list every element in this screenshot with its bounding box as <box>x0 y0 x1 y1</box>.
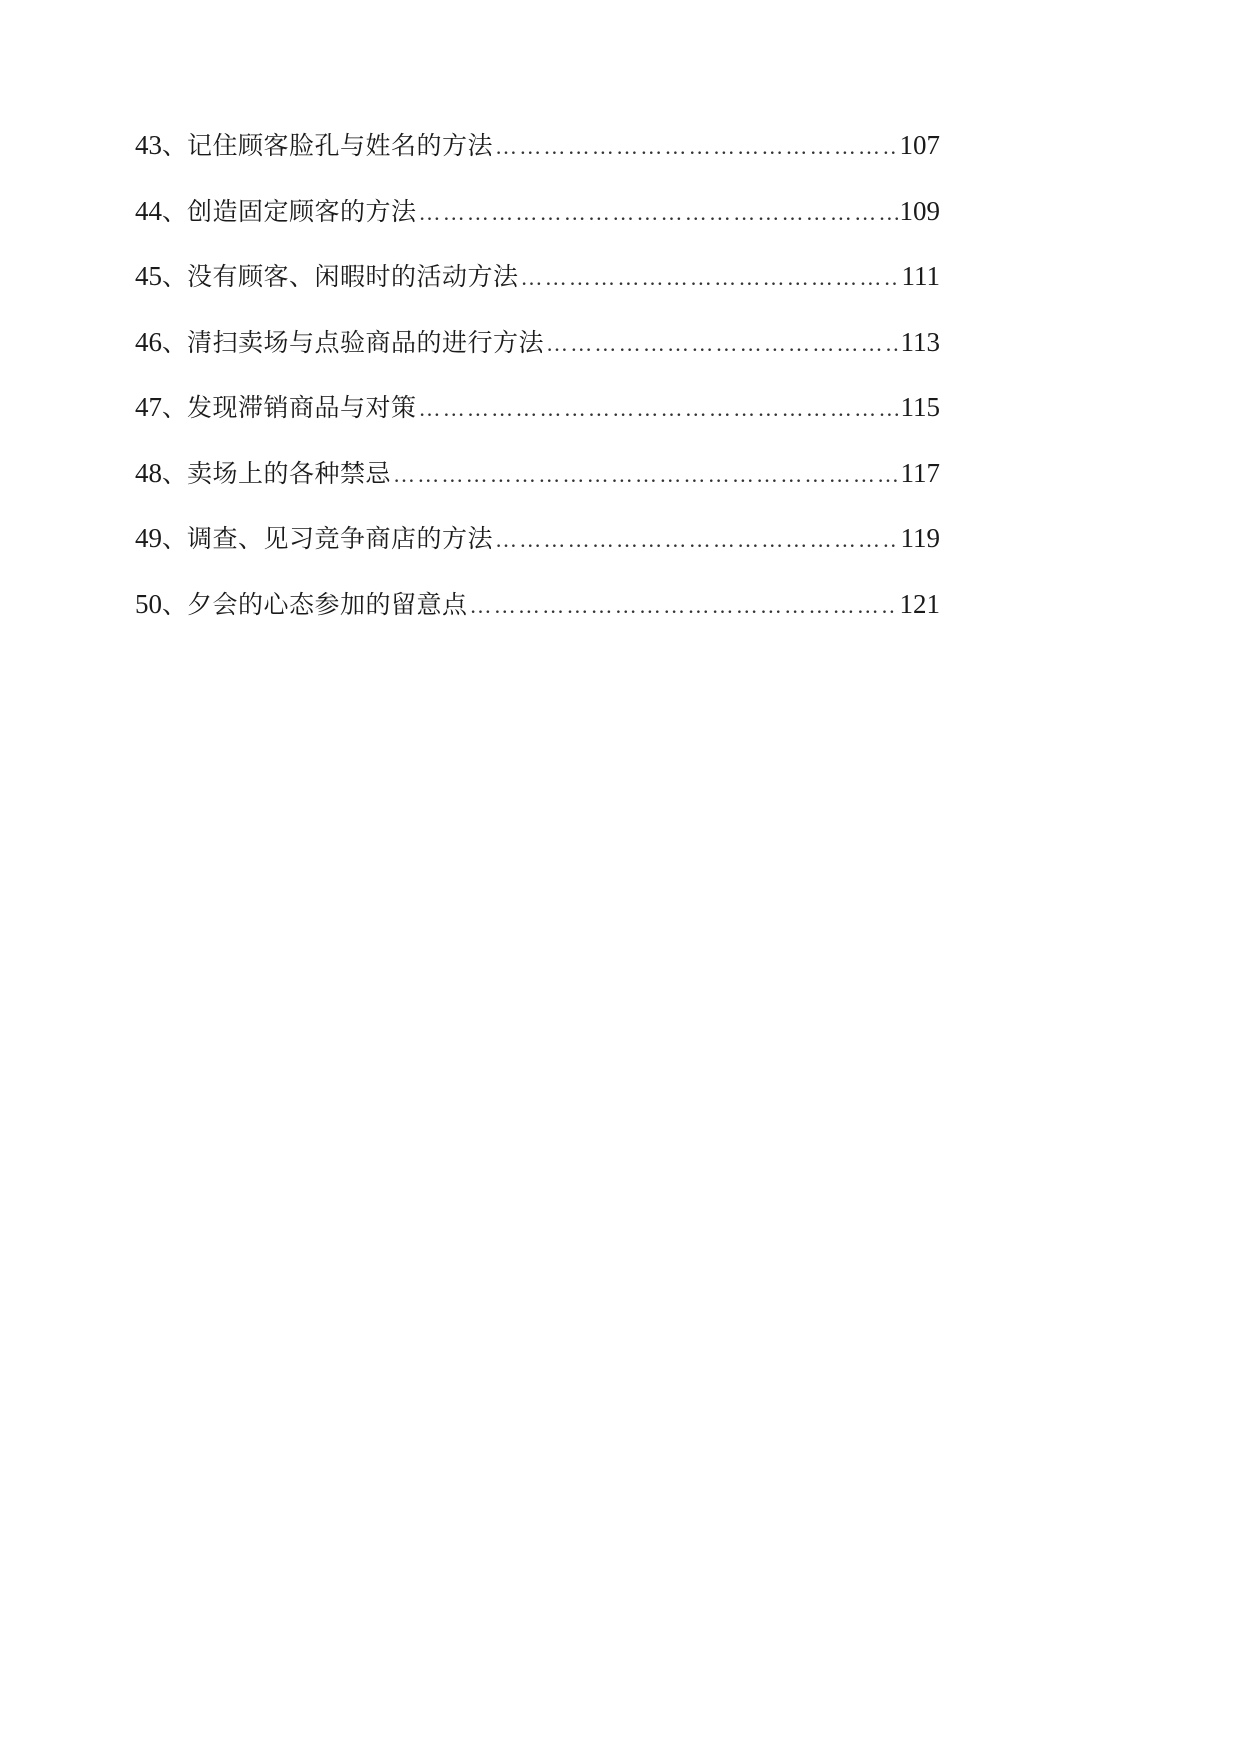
entry-number: 47 <box>135 392 162 422</box>
dot-leader <box>470 593 898 619</box>
entry-title: 卖场上的各种禁忌 <box>187 458 392 488</box>
entry-number: 45 <box>135 261 162 291</box>
dot-leader <box>495 134 897 160</box>
entry-separator: 、 <box>162 196 188 226</box>
entry-separator: 、 <box>162 458 188 488</box>
entry-page-number: 117 <box>900 457 940 488</box>
table-of-contents <box>135 126 940 650</box>
toc-entry[interactable] <box>135 192 940 258</box>
entry-page-number: 111 <box>901 261 940 291</box>
dot-leader <box>521 265 900 291</box>
dot-leader <box>546 331 898 357</box>
entry-title: 发现滞销商品与对策 <box>187 393 417 422</box>
dot-leader <box>419 396 899 422</box>
dot-leader <box>393 462 898 488</box>
entry-title: 没有顾客、闲暇时的活动方法 <box>187 262 519 291</box>
entry-number: 43 <box>135 130 162 160</box>
entry-number: 46 <box>135 326 162 357</box>
entry-title: 创造固定顾客的方法 <box>187 196 417 226</box>
toc-entry[interactable] <box>135 126 940 192</box>
entry-separator: 、 <box>162 262 188 291</box>
entry-title: 记住顾客脸孔与姓名的方法 <box>187 131 494 160</box>
entry-number: 50 <box>135 588 162 619</box>
entry-page-number: 115 <box>900 392 940 422</box>
toc-entry[interactable] <box>135 454 940 520</box>
entry-separator: 、 <box>162 327 188 357</box>
entry-separator: 、 <box>162 131 188 160</box>
entry-number: 48 <box>135 457 162 488</box>
entry-separator: 、 <box>162 589 188 619</box>
toc-entry[interactable] <box>135 519 940 585</box>
entry-page-number: 107 <box>899 130 940 160</box>
dot-leader <box>495 527 898 553</box>
entry-page-number: 121 <box>899 588 940 619</box>
entry-number: 44 <box>135 195 162 226</box>
entry-title: 清扫卖场与点验商品的进行方法 <box>187 327 545 357</box>
entry-number: 49 <box>135 523 162 553</box>
entry-separator: 、 <box>162 524 188 553</box>
entry-separator: 、 <box>162 393 188 422</box>
entry-page-number: 109 <box>899 195 940 226</box>
toc-entry[interactable] <box>135 323 940 389</box>
toc-entry[interactable] <box>135 257 940 323</box>
dot-leader <box>419 200 898 226</box>
entry-title: 夕会的心态参加的留意点 <box>187 589 468 619</box>
toc-entry[interactable] <box>135 585 940 651</box>
entry-title: 调查、见习竞争商店的方法 <box>187 524 494 553</box>
toc-entry[interactable] <box>135 388 940 454</box>
entry-page-number: 113 <box>900 326 940 357</box>
entry-page-number: 119 <box>900 523 940 553</box>
